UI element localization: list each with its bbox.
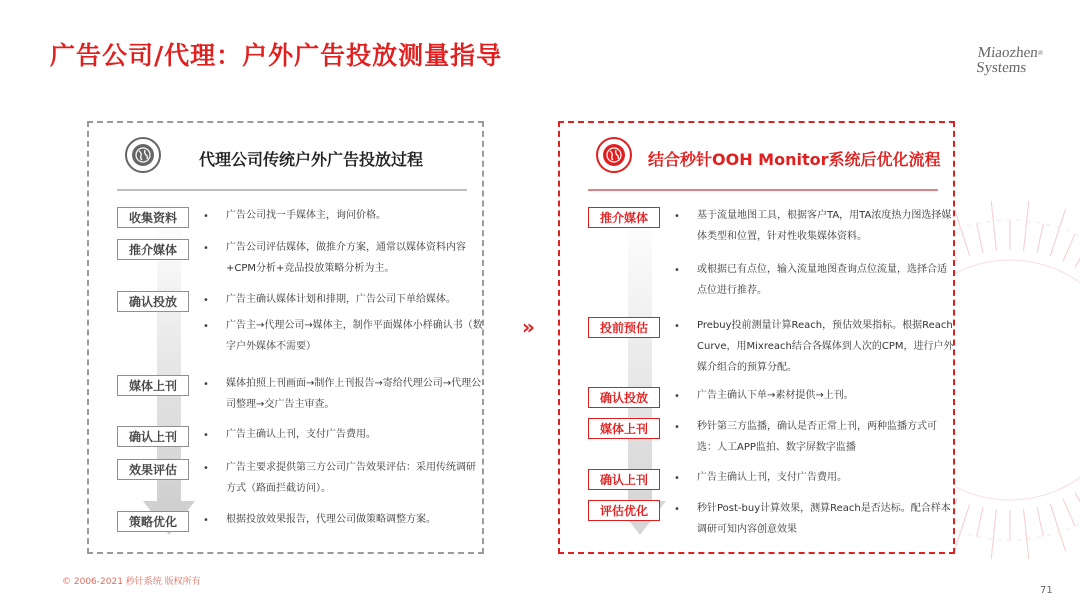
step-tag: 确认投放 — [588, 387, 660, 408]
step-tag: 收集资料 — [117, 207, 189, 228]
heading-divider — [117, 189, 467, 191]
step-description: 广告公司找一手媒体主，询问价格。 — [226, 210, 386, 221]
optimized-process-panel — [558, 121, 955, 554]
panel-heading: 结合秒针OOH Monitor系统后优化流程 — [648, 150, 941, 169]
logo-line-1: Miaozhen® — [977, 45, 1044, 61]
step-tag: 确认上刊 — [117, 426, 189, 447]
traditional-process-panel — [87, 121, 484, 554]
bullet-icon: • — [674, 321, 680, 332]
bullet-icon: • — [203, 515, 209, 526]
step-description: 广告主要求提供第三方公司广告效果评估：采用传统调研方式（路面拦截访问）。 — [226, 462, 476, 494]
bullet-icon: • — [674, 211, 680, 222]
step-tag: 推介媒体 — [588, 207, 660, 228]
step-tag: 媒体上刊 — [588, 418, 660, 439]
copyright-text: © 2006-2021 秒针系统 版权所有 — [62, 577, 201, 587]
bullet-icon: • — [674, 422, 680, 433]
step-description: 广告主确认下单→素材提供→上刊。 — [697, 390, 854, 401]
bullet-icon: • — [674, 265, 680, 276]
bullet-icon: • — [674, 391, 680, 402]
step-tag: 媒体上刊 — [117, 375, 189, 396]
page-number: 71 — [1040, 585, 1053, 596]
bullet-icon: • — [674, 504, 680, 515]
step-tag: 评估优化 — [588, 500, 660, 521]
step-description: Prebuy投前测量计算Reach，预估效果指标。根据Reach Curve，用Mixreach结合各媒体到人次的CPM，进行户外媒介组合的预算分配。 — [697, 320, 954, 373]
step-tag: 效果评估 — [117, 459, 189, 480]
panel-heading: 代理公司传统户外广告投放过程 — [199, 150, 424, 169]
page-title: 广告公司/代理：户外广告投放测量指导 — [50, 41, 503, 70]
step-tag: 投前预估 — [588, 317, 660, 338]
step-description: 广告主确认媒体计划和排期，广告公司下单给媒体。 — [226, 294, 456, 305]
logo-line-2: Systems — [975, 60, 1028, 76]
step-description: 广告主确认上刊，支付广告费用。 — [226, 429, 376, 440]
globe-icon — [596, 137, 632, 173]
bullet-icon: • — [203, 321, 209, 332]
step-description: 广告公司评估媒体，做推介方案，通常以媒体资料内容+CPM分析+竞品投放策略分析为主。 — [226, 242, 466, 274]
down-arrow-background — [610, 213, 670, 543]
globe-icon — [125, 137, 161, 173]
bullet-icon: • — [203, 379, 209, 390]
step-description: 秒针第三方监播，确认是否正常上刊，两种监播方式可选：人工APP监拍、数字屏数字监播 — [697, 421, 937, 453]
step-tag: 推介媒体 — [117, 239, 189, 260]
bullet-icon: • — [203, 243, 209, 254]
bullet-icon: • — [674, 473, 680, 484]
heading-divider — [588, 189, 938, 191]
step-tag: 确认上刊 — [588, 469, 660, 490]
step-tag: 策略优化 — [117, 511, 189, 532]
bullet-icon: • — [203, 211, 209, 222]
double-chevron-right-icon: » — [522, 315, 531, 339]
step-description: 基于流量地图工具，根据客户TA，用TA浓度热力图选择媒体类型和位置，针对性收集媒体资料。 — [697, 210, 952, 242]
step-description: 根据投放效果报告，代理公司做策略调整方案。 — [226, 514, 436, 525]
bullet-icon: • — [203, 463, 209, 474]
bullet-icon: • — [203, 430, 209, 441]
step-description: 或根据已有点位，输入流量地图查询点位流量，选择合适点位进行推荐。 — [697, 264, 947, 296]
step-description: 广告主→代理公司→媒体主，制作平面媒体小样确认书（数字户外媒体不需要） — [226, 320, 483, 352]
step-description: 广告主确认上刊，支付广告费用。 — [697, 472, 847, 483]
step-description: 秒针Post-buy计算效果，测算Reach是否达标。配合样本调研可知内容创意效果 — [697, 503, 951, 535]
step-description: 媒体拍照上刊画面→制作上刊报告→寄给代理公司→代理公司整理→交广告主审查。 — [226, 378, 482, 410]
bullet-icon: • — [203, 295, 209, 306]
miaozhen-logo — [975, 46, 1050, 76]
step-tag: 确认投放 — [117, 291, 189, 312]
